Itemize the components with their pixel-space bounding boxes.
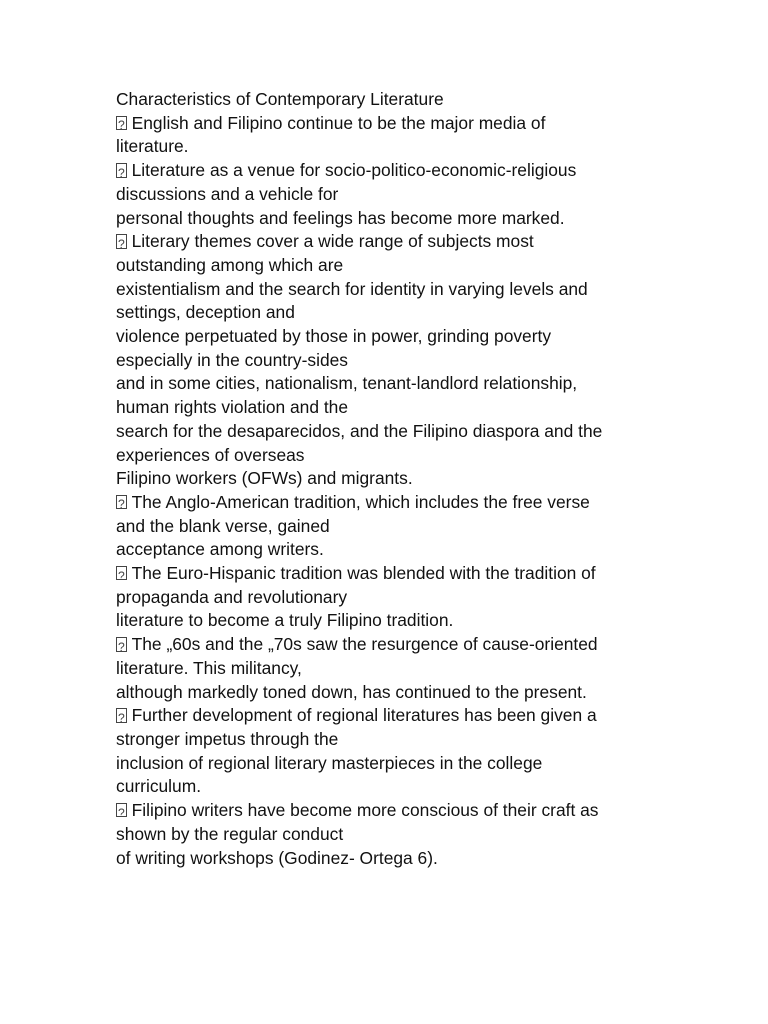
list-item-text: and the blank verse, gained (116, 515, 330, 536)
list-item-line (116, 799, 676, 823)
list-item-line (116, 183, 676, 207)
list-item-text: outstanding among which are (116, 254, 344, 275)
list-item-line (116, 491, 676, 515)
list-item-line (116, 609, 676, 633)
list-item-line (116, 775, 676, 799)
list-item-line (116, 230, 676, 254)
list-item-line (116, 278, 676, 302)
list-item-line (116, 752, 676, 776)
list-item-text: The „60s and the „70s saw the resurgence of cause-oriented (131, 634, 598, 655)
list-item-line (116, 728, 676, 752)
list-item-line (116, 467, 676, 491)
list-item-text: curriculum. (116, 776, 202, 797)
list-item-text: propaganda and revolutionary (116, 586, 348, 607)
list-item-line (116, 372, 676, 396)
list-item-line (116, 396, 676, 420)
list-item-line (116, 325, 676, 349)
list-item-line (116, 349, 676, 373)
list-item-text: violence perpetuated by those in power, grinding poverty (116, 326, 552, 347)
list-item-line (116, 159, 676, 183)
list-item-line (116, 515, 676, 539)
list-item-text: experiences of overseas (116, 444, 305, 465)
list-item-line (116, 444, 676, 468)
missing-glyph-box-icon (116, 803, 127, 817)
list-item-text: acceptance among writers. (116, 539, 324, 560)
list-item-text: literature to become a truly Filipino tradition. (116, 610, 454, 631)
list-item-line (116, 301, 676, 325)
missing-glyph-box-icon (116, 116, 127, 130)
list-item-text: English and Filipino continue to be the major media of (131, 112, 546, 133)
document-title: Characteristics of Contemporary Literature (116, 89, 444, 109)
list-item-text: The Euro-Hispanic tradition was blended with the tradition of (131, 563, 596, 584)
document-page (116, 88, 676, 870)
list-item-text: especially in the country-sides (116, 349, 348, 370)
missing-glyph-box-icon (116, 495, 127, 509)
missing-glyph-box-icon (116, 637, 127, 651)
list-item-text: inclusion of regional literary masterpieces in the college (116, 752, 543, 773)
list-item-text: human rights violation and the (116, 397, 349, 418)
list-item (116, 704, 676, 799)
list-item-line (116, 657, 676, 681)
list-item (116, 230, 676, 491)
list-item-text: Literature as a venue for socio-politico-economic-religious (131, 160, 577, 181)
list-item-line (116, 562, 676, 586)
list-item-text: discussions and a vehicle for (116, 183, 339, 204)
list-item-line (116, 681, 676, 705)
list-item-text: stronger impetus through the (116, 728, 339, 749)
list-item-text: literature. (116, 136, 189, 157)
list-item-text: personal thoughts and feelings has become more marked. (116, 207, 565, 228)
missing-glyph-box-icon (116, 708, 127, 722)
missing-glyph-box-icon (116, 566, 127, 580)
list-item-text: Filipino workers (OFWs) and migrants. (116, 468, 413, 489)
list-item-text: literature. This militancy, (116, 657, 302, 678)
list-item-line (116, 847, 676, 871)
list-item (116, 799, 676, 870)
list-item-line (116, 586, 676, 610)
bullet-list (116, 112, 676, 871)
list-item-text: shown by the regular conduct (116, 823, 344, 844)
list-item-line (116, 254, 676, 278)
list-item-line (116, 135, 676, 159)
list-item-text: although markedly toned down, has continued to the present. (116, 681, 587, 702)
list-item-text: and in some cities, nationalism, tenant-landlord relationship, (116, 373, 578, 394)
list-item-text: existentialism and the search for identity in varying levels and (116, 278, 588, 299)
list-item (116, 159, 676, 230)
list-item-line (116, 704, 676, 728)
list-item-text: Literary themes cover a wide range of subjects most (131, 231, 534, 252)
list-item (116, 562, 676, 633)
list-item (116, 633, 676, 704)
list-item-line (116, 538, 676, 562)
list-item-line (116, 207, 676, 231)
missing-glyph-box-icon (116, 163, 127, 177)
list-item-text: settings, deception and (116, 302, 295, 323)
list-item-line (116, 823, 676, 847)
list-item-text: The Anglo-American tradition, which includes the free verse (131, 491, 590, 512)
list-item-text: Further development of regional literatures has been given a (131, 705, 597, 726)
list-item-line (116, 633, 676, 657)
missing-glyph-box-icon (116, 234, 127, 248)
list-item-text: of writing workshops (Godinez- Ortega 6). (116, 847, 438, 868)
list-item (116, 491, 676, 562)
list-item-text: search for the desaparecidos, and the Filipino diaspora and the (116, 420, 603, 441)
list-item-line (116, 112, 676, 136)
list-item-text: Filipino writers have become more conscious of their craft as (131, 800, 599, 821)
list-item-line (116, 420, 676, 444)
list-item (116, 112, 676, 159)
